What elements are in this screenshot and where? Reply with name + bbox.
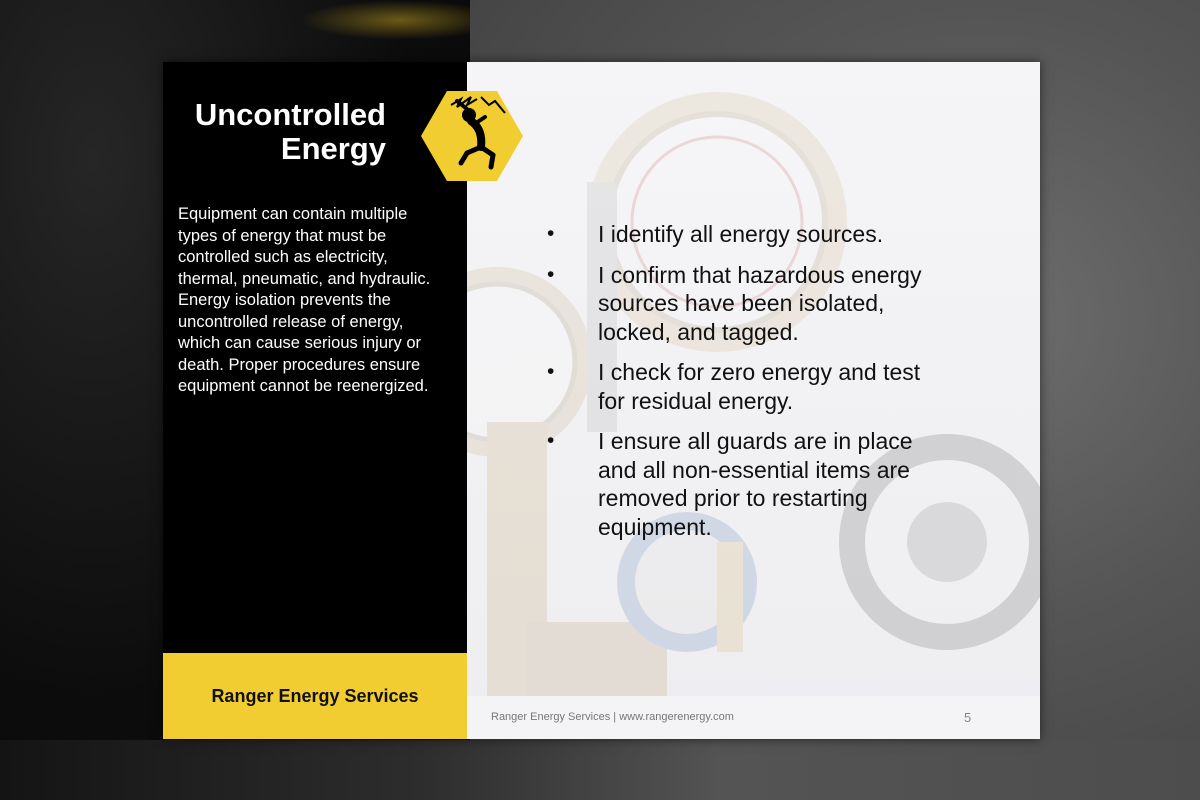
- list-item: [547, 220, 947, 249]
- description-text: Equipment can contain multiple types of energy that must be controlled such as electricity, thermal, pneumatic, and hydraulic. Energy isolation prevents the uncontrolled release of energy, which can cause serious injury or death. Proper procedures ensure equipment cannot be reenergized.: [178, 205, 431, 395]
- bullet-text: I check for zero energy and test for residual energy.: [598, 359, 921, 414]
- page-number: 5: [964, 710, 972, 725]
- list-item: [547, 358, 947, 415]
- content-panel: [467, 62, 1040, 739]
- bullet-list: [547, 220, 947, 553]
- bullet-text: I ensure all guards are in place and all non-essential items are removed prior to restarting equipment.: [598, 428, 913, 540]
- slide: [163, 62, 1040, 739]
- bullet-dot: •: [547, 222, 555, 245]
- backdrop-bottom: [0, 740, 1200, 800]
- title-line-1: Uncontrolled: [194, 97, 386, 132]
- footer-text: Ranger Energy Services | www.rangerenergy.com: [491, 711, 734, 723]
- bullet-text: I confirm that hazardous energy sources have been isolated, locked, and tagged.: [598, 261, 922, 345]
- electric-shock-hazard-icon: [421, 91, 523, 181]
- bullet-text: I identify all energy sources.: [598, 221, 884, 247]
- list-item: [547, 427, 947, 541]
- bullet-dot: •: [547, 360, 555, 383]
- list-item: [547, 261, 947, 347]
- brand-name: Ranger Energy Services: [211, 685, 419, 706]
- bullet-dot: •: [547, 262, 555, 286]
- title-line-2: Energy: [280, 131, 386, 166]
- bullet-dot: •: [547, 429, 555, 452]
- slide-title: [173, 98, 386, 166]
- brand-box: [163, 653, 467, 739]
